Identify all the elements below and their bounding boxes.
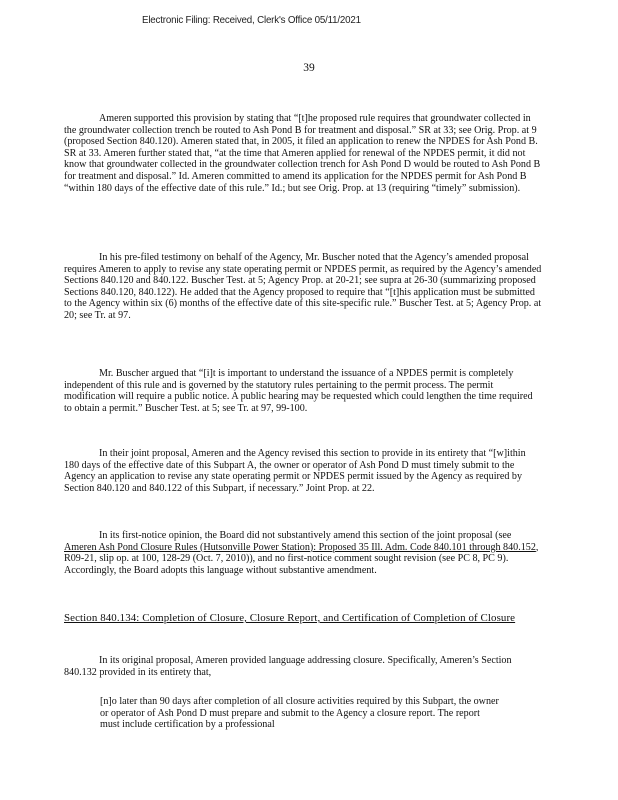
paragraph-text: In its original proposal, Ameren provided language addressing closure. Specifically, Ameren’s Section 840.132 provided in its entirety that,: [64, 655, 512, 678]
paragraph-text: In their joint proposal, Ameren and the Agency revised this section to provide in its entirety that “[w]ithin 180 days of the effective date of this Subpart A, the owner or operator of Ash Pond D must timely submit to the Agency an application to revise any state operating permit or NPDES permit issued by the Agency as required by Section 840.120 and 840.122 of this Subpart, if necessary.” Joint Prop. at 22.: [64, 448, 526, 494]
paragraph-text: Mr. Buscher argued that “[i]t is important to understand the issuance of a NPDES permit is completely independent of this rule and is governed by the statutory rules pertaining to the permit process. The permit modification will require a public notice. A public hearing may be requested which could lengthen the time required to obtain a permit.” Buscher Test. at 5; see Tr. at 97, 99-100.: [64, 368, 533, 414]
paragraph-original-proposal: [64, 655, 542, 678]
paragraph-buscher-argument: [64, 368, 542, 414]
page-number: 39: [303, 62, 315, 74]
paragraph-text: In his pre-filed testimony on behalf of the Agency, Mr. Buscher noted that the Agency’s amended proposal requires Ameren to apply to revise any state operating permit or NPDES permit, as required by the Agency’s amended Sections 840.120 and 840.122. Buscher Test. at 5; Agency Prop. at 20-21; see supra at 26-30 (summarizing proposed Sections 840.120, 840.122). He added that the Agency proposed to require that “[t]his application must be submitted to the Agency within six (6) months of the effective date of this site-specific rule.” Buscher Test. at 5; Agency Prop. at 20; see Tr. at 97.: [64, 252, 542, 321]
case-citation: Ameren Ash Pond Closure Rules (Hutsonville Power Station): Proposed 35 Ill. Adm. Code 840.101 through 840.152: [64, 541, 536, 553]
paragraph-buscher-testimony: [64, 252, 542, 322]
paragraph-text: , R09-21, slip op. at 100, 128-29 (Oct. 7, 2010)), and no first-notice comment sought revision (see PC 8, PC 9). Accordingly, the Board adopts this language without substantive amendment.: [64, 541, 539, 576]
paragraph-first-notice: [64, 530, 542, 576]
electronic-filing-stamp: Electronic Filing: Received, Clerk's Office 05/11/2021: [142, 14, 361, 26]
section-heading: Section 840.134: Completion of Closure, Closure Report, and Certification of Completion of Closure: [64, 612, 516, 624]
paragraph-text: Ameren supported this provision by stating that “[t]he proposed rule requires that groundwater collected in the groundwater collection trench be routed to Ash Pond B for treatment and disposal.” SR at 33; see Orig. Prop. at 9 (proposed Section 840.120). Ameren stated that, in 2005, it filed an application to renew the NPDES for Ash Pond B. SR at 33. Ameren further stated that, “at the time that Ameren applied for renewal of the NPDES permit, it did not know that groundwater collected in the groundwater collection trench for Ash Pond D would be routed to Ash Pond B for treatment and disposal.” Id. Ameren committed to amend its application for the NPDES permit for Ash Pond B “within 180 days of the effective date of this rule.” Id.; but see Orig. Prop. at 13 (requiring “timely” submission).: [64, 113, 541, 194]
block-quote: [n]o later than 90 days after completion of all closure activities required by this Subpart, the owner or operator of Ash Pond D must prepare and submit to the Agency a closure report. The report must include certification by a professional: [100, 696, 499, 731]
paragraph-text: In its first-notice opinion, the Board did not substantively amend this section of the joint proposal (see: [99, 530, 512, 541]
paragraph-joint-proposal: [64, 448, 542, 494]
paragraph-ameren-support: [64, 113, 542, 194]
